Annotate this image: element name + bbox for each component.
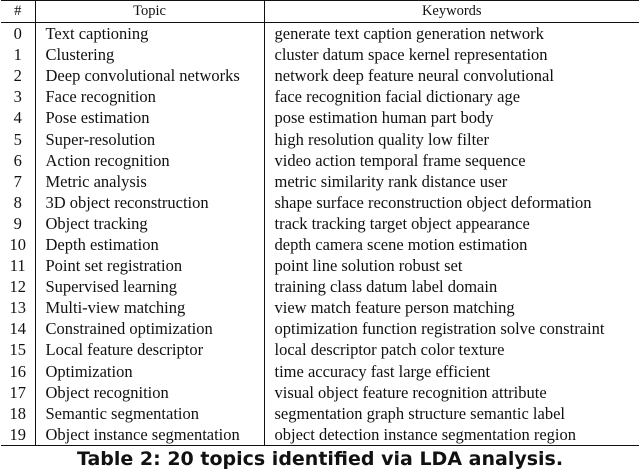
table-row	[1, 44, 639, 65]
row-number: 1	[1, 44, 35, 65]
row-keywords: view match feature person matching	[274, 298, 515, 318]
row-topic: Clustering	[35, 44, 264, 65]
row-keywords: track tracking target object appearance	[274, 213, 530, 233]
table-row	[1, 297, 639, 318]
row-topic: Point set registration	[35, 255, 264, 276]
table-row	[1, 361, 639, 382]
table-caption: Table 2: 20 topics identified via LDA analysis.	[76, 448, 564, 470]
row-topic: Metric analysis	[35, 171, 264, 192]
row-topic: Text captioning	[35, 23, 264, 45]
row-keywords: high resolution quality low filter	[274, 129, 489, 149]
table-row	[1, 128, 639, 149]
row-keywords: cluster datum space kernel representation	[274, 45, 548, 65]
row-topic: Object instance segmentation	[35, 424, 264, 446]
row-keywords: metric similarity rank distance user	[274, 171, 508, 191]
row-topic: Semantic segmentation	[35, 403, 264, 424]
header-topic: Topic	[35, 1, 264, 23]
row-keywords: depth camera scene motion estimation	[274, 234, 528, 254]
header-keywords: Keywords	[264, 1, 639, 23]
row-topic: Supervised learning	[35, 276, 264, 297]
row-number: 8	[1, 192, 35, 213]
table-row	[1, 424, 639, 446]
table-row	[1, 213, 639, 234]
row-topic: Super-resolution	[35, 128, 264, 149]
row-topic: Pose estimation	[35, 107, 264, 128]
row-number: 19	[1, 424, 35, 446]
table-row	[1, 107, 639, 128]
row-topic: Optimization	[35, 361, 264, 382]
row-topic: Object recognition	[35, 382, 264, 403]
row-keywords: video action temporal frame sequence	[274, 150, 526, 170]
table-row	[1, 65, 639, 86]
row-number: 7	[1, 171, 35, 192]
table-row	[1, 403, 639, 424]
row-keywords: point line solution robust set	[274, 256, 463, 276]
row-topic: Depth estimation	[35, 234, 264, 255]
row-keywords: object detection instance segmentation region	[264, 424, 639, 446]
row-number: 6	[1, 150, 35, 171]
header-number: #	[1, 1, 35, 23]
row-keywords: optimization function registration solve constraint	[274, 319, 605, 339]
table-row	[1, 339, 639, 360]
table-row	[1, 318, 639, 339]
row-keywords: network deep feature neural convolutional	[274, 66, 554, 86]
table-row	[1, 171, 639, 192]
table-row	[1, 192, 639, 213]
table-row	[1, 150, 639, 171]
row-number: 3	[1, 86, 35, 107]
row-keywords: pose estimation human part body	[274, 108, 494, 128]
row-number: 15	[1, 339, 35, 360]
row-keywords: face recognition facial dictionary age	[274, 87, 521, 107]
row-topic: Constrained optimization	[35, 318, 264, 339]
row-topic: 3D object reconstruction	[35, 192, 264, 213]
table-body	[1, 23, 639, 446]
row-number: 17	[1, 382, 35, 403]
row-topic: Local feature descriptor	[35, 339, 264, 360]
table-header	[1, 1, 639, 23]
row-topic: Face recognition	[35, 86, 264, 107]
row-number: 13	[1, 297, 35, 318]
topics-table	[1, 0, 639, 446]
row-number: 2	[1, 65, 35, 86]
header-row	[1, 1, 639, 23]
row-keywords: segmentation graph structure semantic label	[274, 403, 565, 423]
row-keywords: training class datum label domain	[274, 277, 498, 297]
row-keywords: generate text caption generation network	[274, 24, 544, 44]
row-number: 16	[1, 361, 35, 382]
table-row	[1, 234, 639, 255]
row-keywords: visual object feature recognition attribute	[274, 382, 547, 402]
table-row	[1, 382, 639, 403]
table-row	[1, 255, 639, 276]
row-number: 11	[1, 255, 35, 276]
table-row	[1, 86, 639, 107]
table-row	[1, 23, 639, 45]
table-row	[1, 276, 639, 297]
row-number: 9	[1, 213, 35, 234]
row-keywords: local descriptor patch color texture	[274, 340, 505, 360]
row-topic: Action recognition	[35, 150, 264, 171]
row-topic: Multi-view matching	[35, 297, 264, 318]
row-number: 14	[1, 318, 35, 339]
row-number: 10	[1, 234, 35, 255]
row-number: 12	[1, 276, 35, 297]
row-number: 0	[1, 23, 35, 45]
row-keywords: time accuracy fast large efficient	[274, 361, 491, 381]
row-topic: Deep convolutional networks	[35, 65, 264, 86]
row-keywords: shape surface reconstruction object deformation	[274, 192, 592, 212]
row-number: 18	[1, 403, 35, 424]
row-number: 5	[1, 128, 35, 149]
row-number: 4	[1, 107, 35, 128]
row-topic: Object tracking	[35, 213, 264, 234]
